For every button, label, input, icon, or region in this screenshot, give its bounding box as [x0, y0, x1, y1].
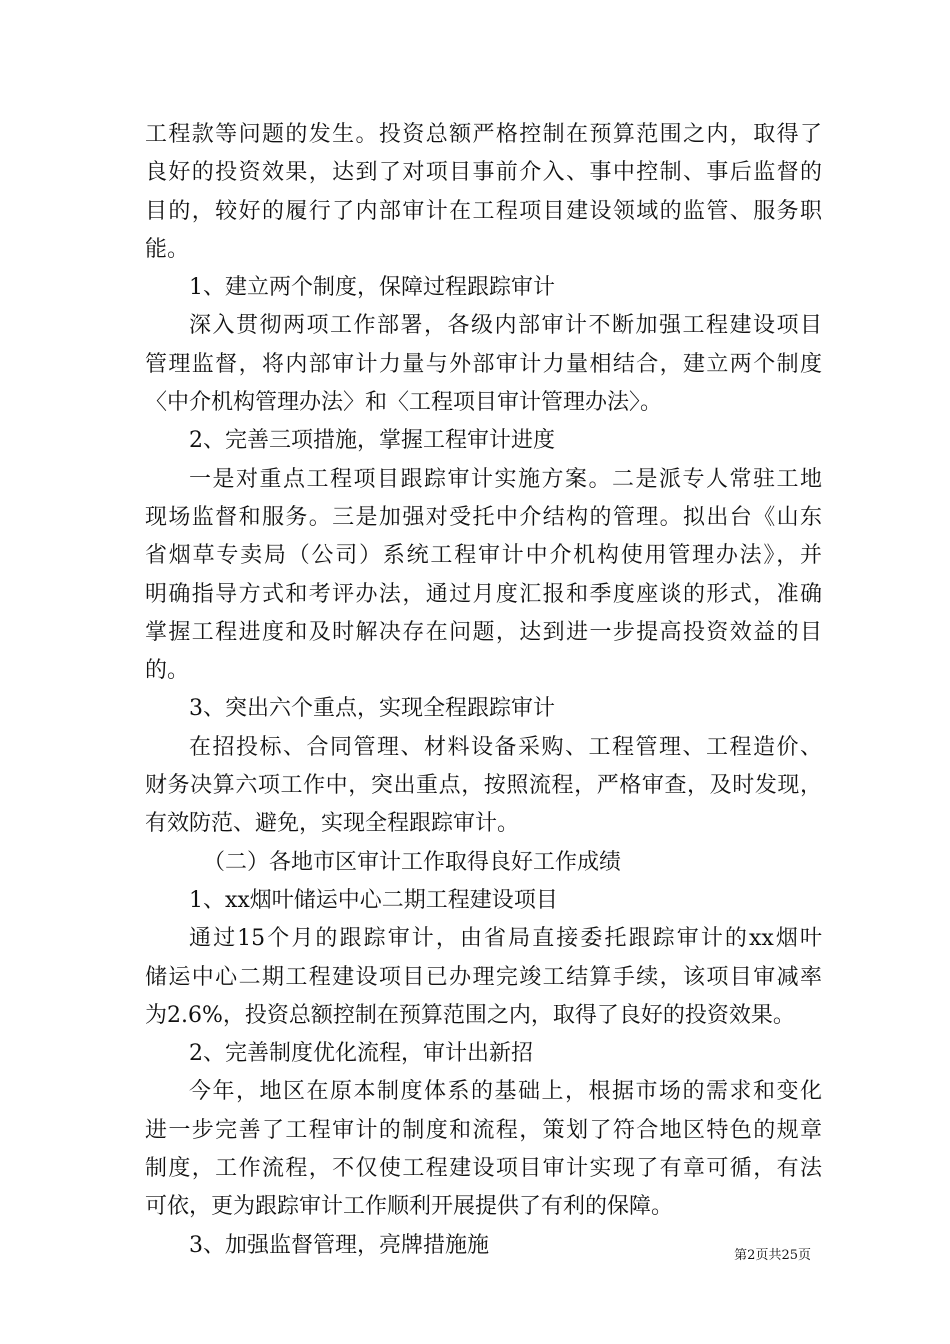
text-line: 通过15个月的跟踪审计，由省局直接委托跟踪审计的xx烟叶	[189, 926, 822, 952]
text-line: 进一步完善了工程审计的制度和流程，策划了符合地区特色的规章	[145, 1117, 822, 1143]
text-line: 1、xx烟叶储运中心二期工程建设项目	[189, 887, 558, 913]
text-line: 储运中心二期工程建设项目已办理完竣工结算手续，该项目审减率	[145, 964, 822, 990]
text-line: 明确指导方式和考评办法，通过月度汇报和季度座谈的形式，准确	[145, 581, 822, 607]
text-line: 的。	[145, 658, 190, 684]
text-line: 省烟草专卖局（公司）系统工程审计中介机构使用管理办法》，并	[145, 543, 822, 569]
text-line: 2、完善制度优化流程，审计出新招	[189, 1041, 533, 1067]
text-line: 目的，较好的履行了内部审计在工程项目建设领域的监管、服务职	[145, 198, 822, 224]
text-line: 为2.6%，投资总额控制在预算范围之内，取得了良好的投资效果。	[145, 1002, 795, 1028]
text-line: 现场监督和服务。三是加强对受托中介结构的管理。拟出台《山东	[145, 504, 822, 530]
text-line: 管理监督，将内部审计力量与外部审计力量相结合，建立两个制度	[145, 351, 822, 377]
text-line: 可依，更为跟踪审计工作顺利开展提供了有利的保障。	[145, 1194, 674, 1220]
text-line: 3、突出六个重点，实现全程跟踪审计	[189, 696, 555, 722]
text-line: 3、加强监督管理，亮牌措施施	[189, 1232, 489, 1258]
text-line: （二）各地市区审计工作取得良好工作成绩	[203, 849, 622, 875]
text-line: 工程款等问题的发生。投资总额严格控制在预算范围之内，取得了	[145, 122, 822, 147]
text-line: 掌握工程进度和及时解决存在问题，达到进一步提高投资效益的目	[145, 619, 822, 645]
text-line: 制度，工作流程，不仅使工程建设项目审计实现了有章可循，有法	[145, 1156, 822, 1182]
text-line: 财务决算六项工作中，突出重点，按照流程，严格审查，及时发现，	[145, 773, 822, 799]
text-line: 一是对重点工程项目跟踪审计实施方案。二是派专人常驻工地	[189, 466, 822, 492]
text-line: 〈中介机构管理办法〉和〈工程项目审计管理办法〉。	[145, 390, 663, 416]
text-line: 良好的投资效果，达到了对项目事前介入、事中控制、事后监督的	[145, 160, 822, 186]
page-number-footer: 第2页共25页	[734, 1248, 811, 1263]
text-line: 在招投标、合同管理、材料设备采购、工程管理、工程造价、	[189, 734, 822, 760]
text-line: 1、建立两个制度，保障过程跟踪审计	[189, 275, 555, 301]
text-line: 深入贯彻两项工作部署，各级内部审计不断加强工程建设项目	[189, 313, 822, 339]
text-line: 今年，地区在原本制度体系的基础上，根据市场的需求和变化	[189, 1079, 822, 1105]
text-line: 能。	[145, 236, 190, 262]
text-line: 2、完善三项措施，掌握工程审计进度	[189, 428, 555, 454]
text-line: 有效防范、避免，实现全程跟踪审计。	[145, 811, 520, 837]
document-body	[145, 116, 822, 1265]
